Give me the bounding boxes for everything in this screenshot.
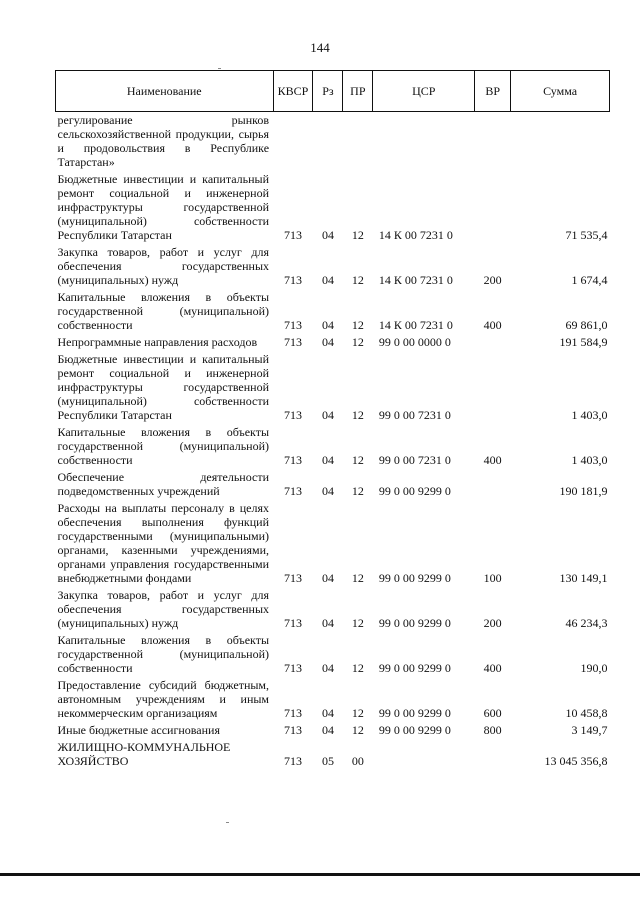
cell-csr: 99 0 00 9299 0 [378,706,451,720]
cell-kvsr: 713 [284,661,302,675]
cell-sum: 1 403,0 [571,408,608,422]
table-row [56,351,610,424]
table-row [56,334,610,351]
cell-pr: 12 [351,408,364,422]
cell-pr: 12 [351,723,364,737]
cell-name: Капитальные вложения в объекты государственной (муниципальной) собственности [57,425,270,467]
cell-vr: 200 [483,616,502,630]
cell-sum [511,112,610,172]
cell-pr: 12 [351,335,364,349]
column-header-csr: ЦСР [373,71,475,112]
cell-kvsr: 713 [284,228,302,242]
column-header-name: Наименование [56,71,274,112]
table-row [56,112,610,172]
cell-rz: 04 [321,408,334,422]
cell-name: Расходы на выплаты персоналу в целях обеспечения выполнения функций государственными (муниципальными) органами, казенными учреждениями, органами управления государственными внебюджетными фондами [57,501,270,585]
cell-name: Непрограммные направления расходов [57,335,258,349]
cell-rz: 04 [321,228,334,242]
cell-csr: 99 0 00 9299 0 [378,661,451,675]
table-row [56,587,610,632]
cell-name: регулирование рынков сельскохозяйственной продукции, сырья и продовольствия в Республике Татарстан» [57,113,270,169]
scan-speck [226,822,229,823]
cell-csr: 99 0 00 0000 0 [378,335,451,349]
cell-kvsr: 713 [284,273,302,287]
cell-pr: 12 [351,661,364,675]
cell-sum: 3 149,7 [571,723,608,737]
table-row [56,244,610,289]
column-header-sum: Сумма [511,71,610,112]
page-bottom-rule [0,873,640,876]
cell-csr: 99 0 00 9299 0 [378,616,451,630]
table-row [56,289,610,334]
cell-sum: 46 234,3 [565,616,608,630]
cell-name: ЖИЛИЩНО-КОММУНАЛЬНОЕ ХОЗЯЙСТВО [57,740,231,768]
cell-sum: 1 403,0 [571,453,608,467]
cell-pr [343,112,373,172]
table-row [56,469,610,500]
cell-name: Обеспечение деятельности подведомственных учреждений [57,470,270,498]
cell-pr: 12 [351,616,364,630]
cell-vr: 200 [483,273,502,287]
cell-sum: 190 181,9 [559,484,608,498]
scan-speck [218,68,221,69]
cell-rz: 05 [321,754,334,768]
cell-rz: 04 [321,616,334,630]
table-row [56,739,610,770]
cell-rz [313,112,343,172]
table-row [56,677,610,722]
cell-sum: 190,0 [580,661,608,675]
cell-vr: 400 [483,318,502,332]
cell-vr: 100 [483,571,502,585]
cell-pr: 12 [351,228,364,242]
cell-csr: 14 К 00 7231 0 [378,273,453,287]
cell-rz: 04 [321,661,334,675]
cell-sum: 71 535,4 [565,228,608,242]
cell-name: Бюджетные инвестиции и капитальный ремонт социальной и инженерной инфраструктуры государственной (муниципальной) собственности Республики Татарстан [57,352,270,422]
cell-sum: 69 861,0 [565,318,608,332]
column-header-pr: ПР [343,71,373,112]
cell-rz: 04 [321,484,334,498]
cell-vr [475,171,511,244]
cell-name: Закупка товаров, работ и услуг для обеспечения государственных (муниципальных) нужд [57,588,270,630]
table-row [56,424,610,469]
cell-csr [373,739,475,770]
cell-sum: 191 584,9 [559,335,608,349]
cell-rz: 04 [321,273,334,287]
table-header-row [56,71,610,112]
cell-name: Капитальные вложения в объекты государственной (муниципальной) собственности [57,290,270,332]
cell-kvsr: 713 [284,335,302,349]
cell-rz: 04 [321,706,334,720]
table-row [56,171,610,244]
cell-pr: 12 [351,318,364,332]
cell-csr: 99 0 00 9299 0 [378,723,451,737]
cell-sum: 13 045 356,8 [544,754,608,768]
cell-vr: 800 [483,723,502,737]
cell-csr: 14 К 00 7231 0 [378,318,453,332]
cell-csr: 99 0 00 7231 0 [378,453,451,467]
table-body [56,112,610,771]
cell-pr: 12 [351,706,364,720]
table-row [56,722,610,739]
cell-kvsr: 713 [284,754,302,768]
cell-name: Закупка товаров, работ и услуг для обеспечения государственных (муниципальных) нужд [57,245,270,287]
cell-vr: 400 [483,661,502,675]
cell-vr [475,351,511,424]
cell-pr: 12 [351,571,364,585]
cell-csr: 14 К 00 7231 0 [378,228,453,242]
cell-vr: 600 [483,706,502,720]
cell-kvsr: 713 [284,484,302,498]
column-header-rz: Рз [313,71,343,112]
cell-csr [373,112,475,172]
cell-name: Бюджетные инвестиции и капитальный ремонт социальной и инженерной инфраструктуры государственной (муниципальной) собственности Республики Татарстан [57,172,270,242]
cell-sum: 1 674,4 [571,273,608,287]
table-row [56,500,610,587]
cell-pr: 12 [351,484,364,498]
cell-kvsr [273,112,313,172]
cell-rz: 04 [321,335,334,349]
column-header-kvsr: КВСР [273,71,313,112]
cell-vr: 400 [483,453,502,467]
cell-csr: 99 0 00 7231 0 [378,408,451,422]
cell-rz: 04 [321,571,334,585]
cell-kvsr: 713 [284,706,302,720]
cell-pr: 12 [351,453,364,467]
page-number: 144 [310,40,330,55]
cell-sum: 10 458,8 [565,706,608,720]
cell-kvsr: 713 [284,453,302,467]
table-row [56,632,610,677]
cell-pr: 00 [351,754,364,768]
column-header-vr: ВР [475,71,511,112]
cell-vr [475,469,511,500]
cell-csr: 99 0 00 9299 0 [378,571,451,585]
cell-csr: 99 0 00 9299 0 [378,484,451,498]
cell-rz: 04 [321,723,334,737]
cell-rz: 04 [321,453,334,467]
cell-name: Предоставление субсидий бюджетным, автономным учреждениям и иным некоммерческим организациям [57,678,270,720]
cell-vr [475,334,511,351]
cell-kvsr: 713 [284,318,302,332]
cell-rz: 04 [321,318,334,332]
cell-kvsr: 713 [284,616,302,630]
cell-kvsr: 713 [284,408,302,422]
cell-name: Капитальные вложения в объекты государственной (муниципальной) собственности [57,633,270,675]
cell-pr: 12 [351,273,364,287]
cell-vr [475,739,511,770]
cell-sum: 130 149,1 [559,571,608,585]
cell-kvsr: 713 [284,571,302,585]
cell-kvsr: 713 [284,723,302,737]
cell-name: Иные бюджетные ассигнования [57,723,220,737]
budget-table [55,70,610,770]
cell-vr [475,112,511,172]
